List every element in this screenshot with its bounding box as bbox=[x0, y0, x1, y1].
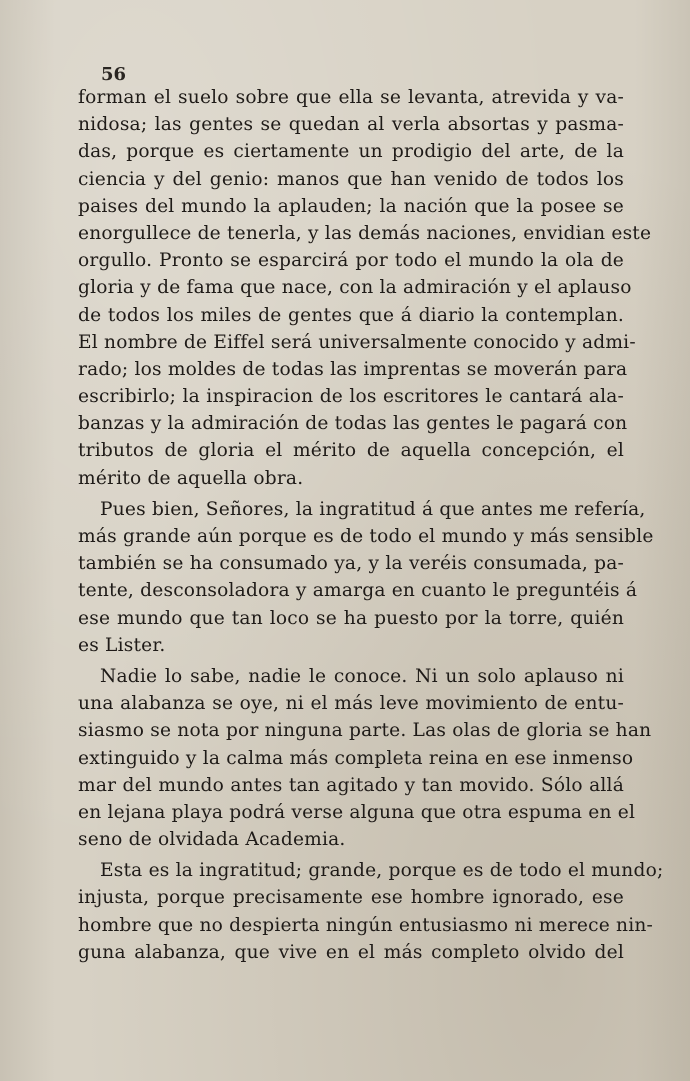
text-line: Esta es la ingratitud; grande, porque es de todo el mundo; bbox=[100, 860, 664, 882]
text-line: paises del mundo la aplauden; la nación que la posee se bbox=[78, 195, 624, 217]
text-line: tributos de gloria el mérito de aquella concepción, el bbox=[78, 440, 624, 462]
text-line: ciencia y del genio: manos que han venido de todos los bbox=[78, 168, 624, 190]
text-line: Nadie lo sabe, nadie le conoce. Ni un solo aplauso ni bbox=[100, 665, 624, 687]
text-line: mérito de aquella obra. bbox=[78, 467, 304, 489]
text-line: extinguido y la calma más completa reina en ese inmenso bbox=[78, 747, 634, 769]
text-line: hombre que no despierta ningún entusiasmo ni merece nin- bbox=[78, 914, 654, 936]
text-line: enorgullece de tenerla, y las demás naciones, envidian este bbox=[78, 222, 652, 244]
text-line: El nombre de Eiffel será universalmente conocido y admi- bbox=[78, 331, 636, 353]
text-line: injusta, porque precisamente ese hombre ignorado, ese bbox=[78, 887, 624, 909]
text-line: Pues bien, Señores, la ingratitud á que antes me refería, bbox=[100, 498, 646, 520]
text-line: gloria y de fama que nace, con la admiración y el aplauso bbox=[78, 277, 632, 299]
text-line: guna alabanza, que vive en el más completo olvido del bbox=[78, 941, 624, 963]
text-line: forman el suelo sobre que ella se levanta, atrevida y va- bbox=[78, 87, 624, 108]
text-line: mar del mundo antes tan agitado y tan movido. Sólo allá bbox=[78, 774, 624, 796]
text-line: orgullo. Pronto se esparcirá por todo el mundo la ola de bbox=[78, 250, 624, 272]
text-line: más grande aún porque es de todo el mundo y más sensible bbox=[78, 526, 654, 547]
text-line: de todos los miles de gentes que á diario la contemplan. bbox=[78, 304, 624, 326]
text-line: seno de olvidada Academia. bbox=[78, 829, 346, 851]
text-line: escribirlo; la inspiracion de los escritores le cantará ala- bbox=[78, 386, 624, 408]
text-line: una alabanza se oye, ni el más leve movimiento de entu- bbox=[78, 693, 624, 715]
text-line: también se ha consumado ya, y la veréis consumada, pa- bbox=[78, 553, 624, 575]
text-line: tente, desconsoladora y amarga en cuanto le preguntéis á bbox=[78, 580, 638, 602]
body-text bbox=[78, 84, 664, 966]
text-line: rado; los moldes de todas las imprentas se moverán para bbox=[78, 358, 628, 380]
text-line: das, porque es ciertamente un prodigio del arte, de la bbox=[78, 141, 624, 163]
text-line: en lejana playa podrá verse alguna que otra espuma en el bbox=[78, 801, 636, 823]
text-line: ese mundo que tan loco se ha puesto por la torre, quién bbox=[78, 607, 624, 629]
text-line: siasmo se nota por ninguna parte. Las olas de gloria se han bbox=[78, 720, 652, 742]
text-line: es Lister. bbox=[78, 634, 166, 656]
text-line: banzas y la admiración de todas las gentes le pagará con bbox=[78, 413, 628, 435]
text-line: nidosa; las gentes se quedan al verla absortas y pasma- bbox=[78, 114, 624, 136]
page-number: 56 bbox=[101, 64, 127, 85]
